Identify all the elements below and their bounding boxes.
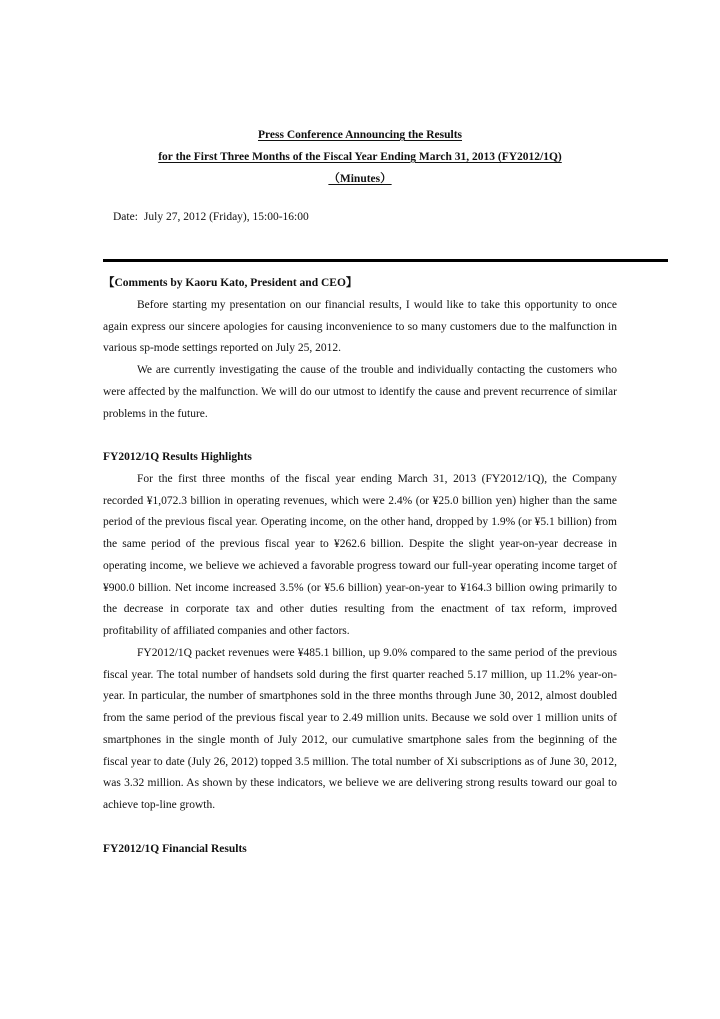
- title-line-3: （Minutes）: [328, 173, 392, 185]
- meeting-date: [113, 211, 309, 223]
- document-body: [103, 273, 617, 860]
- date-label: Date:: [113, 211, 138, 223]
- paragraph: FY2012/1Q packet revenues were ¥485.1 billion, up 9.0% compared to the same period of the previous fiscal year. The total number of handsets sold during the first quarter reached 5.17 million, up 11.2% year-on-year. In particular, the number of smartphones sold in the three months through June 30, 2012, almost doubled from the same period of the previous fiscal year to 2.49 million units. Because we sold over 1 million units of smartphones in the single month of July 2012, our cumulative smartphone sales from the beginning of the fiscal year to date (July 26, 2012) topped 3.5 million. The total number of Xi subscriptions as of June 30, 2012, was 3.32 million. As shown by these indicators, we believe we are delivering strong results toward our goal to achieve top-line growth.: [103, 646, 617, 811]
- section-heading: FY2012/1Q Results Highlights: [103, 451, 252, 463]
- date-value: July 27, 2012 (Friday), 15:00-16:00: [143, 211, 309, 223]
- title-line-1: Press Conference Announcing the Results: [257, 129, 463, 141]
- section-ceo-comments: [103, 273, 617, 425]
- paragraph: For the first three months of the fiscal year ending March 31, 2013 (FY2012/1Q), the Company recorded ¥1,072.3 billion in operating revenues, which were 2.4% (or ¥25.0 billion yen) higher than the same period of the previous fiscal year. Operating income, on the other hand, dropped by 1.9% (or ¥5.1 billion) from the same period of the previous fiscal year to ¥262.6 billion. Despite the slight year-on-year decrease in operating income, we believe we achieved a favorable progress toward our full-year operating income target of ¥900.0 billion. Net income increased 3.5% (or ¥5.6 billion) year-on-year to ¥164.3 billion owing primarily to the decrease in corporate tax and other duties resulting from the enactment of tax reform, improved profitability of affiliated companies and other factors.: [103, 472, 617, 637]
- paragraph: We are currently investigating the cause of the trouble and individually contacting the customers who were affected by the malfunction. We will do our utmost to identify the cause and prevent recurrence of similar problems in the future.: [103, 364, 617, 420]
- section-heading: FY2012/1Q Financial Results: [103, 842, 247, 855]
- paragraph: Before starting my presentation on our financial results, I would like to take this opportunity to once again express our sincere apologies for causing inconvenience to so many customers due to the malfunction in various sp-mode settings reported on July 25, 2012.: [103, 298, 617, 355]
- title-line-2: for the First Three Months of the Fiscal Year Ending March 31, 2013 (FY2012/1Q): [158, 151, 562, 163]
- section-results-highlights: [103, 447, 617, 817]
- section-financial-results: [103, 839, 617, 861]
- section-heading: 【Comments by Kaoru Kato, President and CEO】: [103, 277, 358, 289]
- separator-rule: [103, 259, 668, 262]
- document-title: [0, 124, 720, 190]
